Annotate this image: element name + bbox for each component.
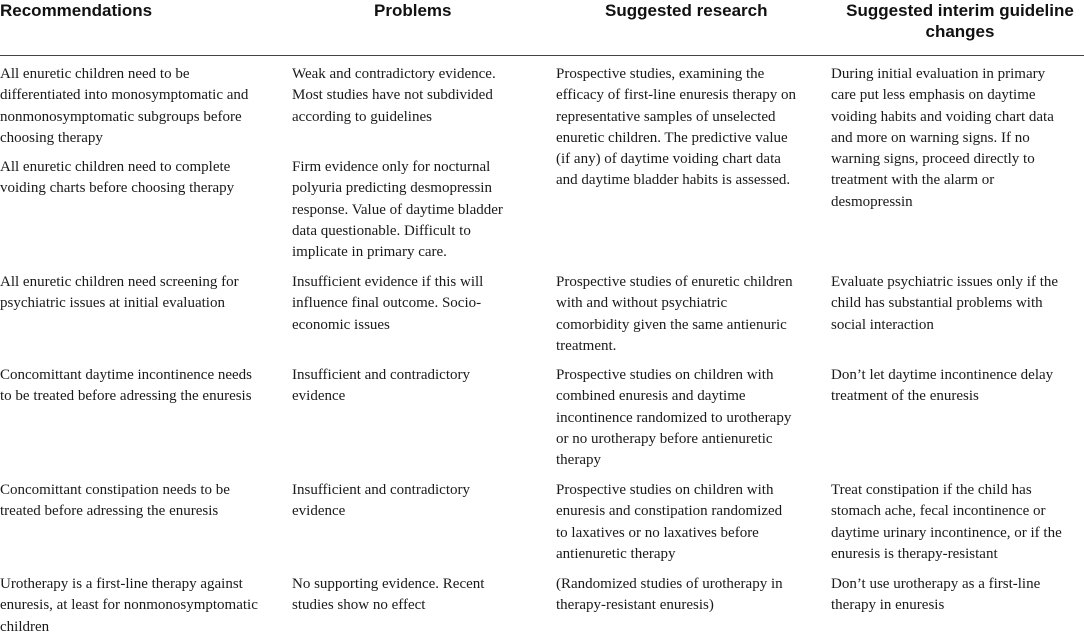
cell-line: All enuretic children need to be	[0, 66, 190, 82]
row2-recommendation	[0, 157, 234, 200]
cell-line: Insufficient and contradictory	[292, 367, 470, 383]
cell-line: therapy in enuresis	[831, 597, 945, 614]
row3-research	[556, 272, 793, 357]
header-recommendations: Recommendations	[0, 1, 153, 20]
cell-line: according to guidelines	[292, 108, 432, 125]
header-divider	[0, 55, 1084, 56]
cell-line: with and without psychiatric	[556, 295, 728, 312]
cell-line: choosing therapy	[0, 129, 103, 146]
cell-line: data questionable. Difficult to	[292, 222, 471, 239]
row1-interim	[831, 64, 1054, 213]
cell-line: daytime urinary incontinence, or if the	[831, 524, 1062, 541]
cell-line: polyuria predicting desmopressin	[292, 180, 492, 197]
cell-line: comorbidity given the same antienuric	[556, 316, 787, 333]
header-problems: Problems	[374, 1, 452, 20]
cell-line: social interaction	[831, 316, 934, 333]
header-interim-changes	[838, 0, 1082, 42]
row6-problems	[292, 574, 484, 617]
cell-line: No supporting evidence. Recent	[292, 576, 485, 592]
cell-line: treatment.	[556, 337, 617, 354]
cell-line: desmopressin	[831, 193, 913, 210]
cell-line: All enuretic children need to complete	[0, 159, 231, 175]
cell-line: During initial evaluation in primary	[831, 66, 1046, 82]
cell-line: Treat constipation if the child has	[831, 482, 1032, 498]
cell-line: evidence	[292, 503, 346, 520]
cell-line: All enuretic children need screening for	[0, 274, 239, 290]
cell-line: nonmonosymptomatic subgroups before	[0, 108, 242, 125]
row3-problems	[292, 272, 483, 336]
row4-interim	[831, 365, 1053, 408]
cell-line: economic issues	[292, 316, 390, 333]
cell-line: Insufficient evidence if this will	[292, 274, 484, 290]
row1-recommendation	[0, 64, 248, 149]
cell-line: enuresis and constipation randomized	[556, 503, 783, 520]
header-interim-line2: changes	[925, 22, 995, 41]
cell-line: psychiatric issues at initial evaluation	[0, 295, 225, 312]
cell-line: to be treated before adressing the enuresis	[0, 388, 252, 405]
header-suggested-research: Suggested research	[605, 1, 768, 20]
cell-line: Concomittant constipation needs to be	[0, 482, 230, 498]
row6-recommendation	[0, 574, 258, 638]
cell-line: treated before adressing the enuresis	[0, 503, 219, 520]
cell-line: Don’t let daytime incontinence delay	[831, 367, 1054, 383]
cell-line: Concomittant daytime incontinence needs	[0, 367, 253, 383]
cell-line: or no urotherapy before antienuretic	[556, 430, 773, 447]
cell-line: Most studies have not subdivided	[292, 87, 493, 104]
row3-interim	[831, 272, 1058, 336]
cell-line: differentiated into monosymptomatic and	[0, 87, 249, 104]
cell-line: stomach ache, fecal incontinence or	[831, 503, 1046, 520]
cell-line: enuresis is therapy-resistant	[831, 545, 998, 562]
cell-line: treatment of the enuresis	[831, 388, 979, 405]
cell-line: therapy	[556, 452, 601, 469]
cell-line: enuresis, at least for nonmonosymptomatic	[0, 597, 258, 614]
header-interim-line1: Suggested interim guideline	[846, 1, 1074, 20]
cell-line: Evaluate psychiatric issues only if the	[831, 274, 1059, 290]
cell-line: (Randomized studies of urotherapy in	[556, 576, 783, 592]
cell-line: care put less emphasis on daytime	[831, 87, 1036, 104]
cell-line: representative samples of unselected	[556, 108, 776, 125]
cell-line: children	[0, 618, 50, 635]
cell-line: studies show no effect	[292, 597, 426, 614]
row5-research	[556, 480, 782, 565]
cell-line: treatment with the alarm or	[831, 172, 995, 189]
row5-problems	[292, 480, 470, 523]
cell-line: influence final outcome. Socio-	[292, 295, 482, 312]
row1-research	[556, 64, 796, 192]
cell-line: Weak and contradictory evidence.	[292, 66, 496, 82]
row6-research	[556, 574, 783, 617]
cell-line: Urotherapy is a first-line therapy against	[0, 576, 243, 592]
cell-line: combined enuresis and daytime	[556, 388, 746, 405]
cell-line: incontinence randomized to urotherapy	[556, 409, 792, 426]
row1-problems	[292, 64, 496, 128]
cell-line: enuretic children. The predictive value	[556, 129, 788, 146]
cell-line: to laxatives or no laxatives before	[556, 524, 759, 541]
row2-problems	[292, 157, 503, 263]
row6-interim	[831, 574, 1040, 617]
cell-line: Prospective studies of enuretic children	[556, 274, 793, 290]
row4-research	[556, 365, 791, 471]
cell-line: voiding charts before choosing therapy	[0, 180, 235, 197]
cell-line: Don’t use urotherapy as a first-line	[831, 576, 1041, 592]
cell-line: and daytime bladder habits is assessed.	[556, 172, 791, 189]
cell-line: antienuretic therapy	[556, 545, 676, 562]
row5-recommendation	[0, 480, 230, 523]
cell-line: Prospective studies on children with	[556, 367, 774, 383]
cell-line: therapy-resistant enuresis)	[556, 597, 714, 614]
cell-line: Firm evidence only for nocturnal	[292, 159, 491, 175]
cell-line: warning signs, proceed directly to	[831, 151, 1035, 168]
cell-line: Prospective studies, examining the	[556, 66, 765, 82]
cell-line: response. Value of daytime bladder	[292, 201, 503, 218]
cell-line: evidence	[292, 388, 346, 405]
cell-line: child has substantial problems with	[831, 295, 1043, 312]
row4-recommendation	[0, 365, 252, 408]
cell-line: and more on warning signs. If no	[831, 129, 1030, 146]
row5-interim	[831, 480, 1062, 565]
cell-line: Insufficient and contradictory	[292, 482, 470, 498]
cell-line: voiding habits and voiding chart data	[831, 108, 1054, 125]
cell-line: efficacy of first-line enuresis therapy on	[556, 87, 797, 104]
row3-recommendation	[0, 272, 239, 315]
cell-line: Prospective studies on children with	[556, 482, 774, 498]
cell-line: (if any) of daytime voiding chart data	[556, 151, 781, 168]
cell-line: implicate in primary care.	[292, 244, 447, 261]
row4-problems	[292, 365, 470, 408]
